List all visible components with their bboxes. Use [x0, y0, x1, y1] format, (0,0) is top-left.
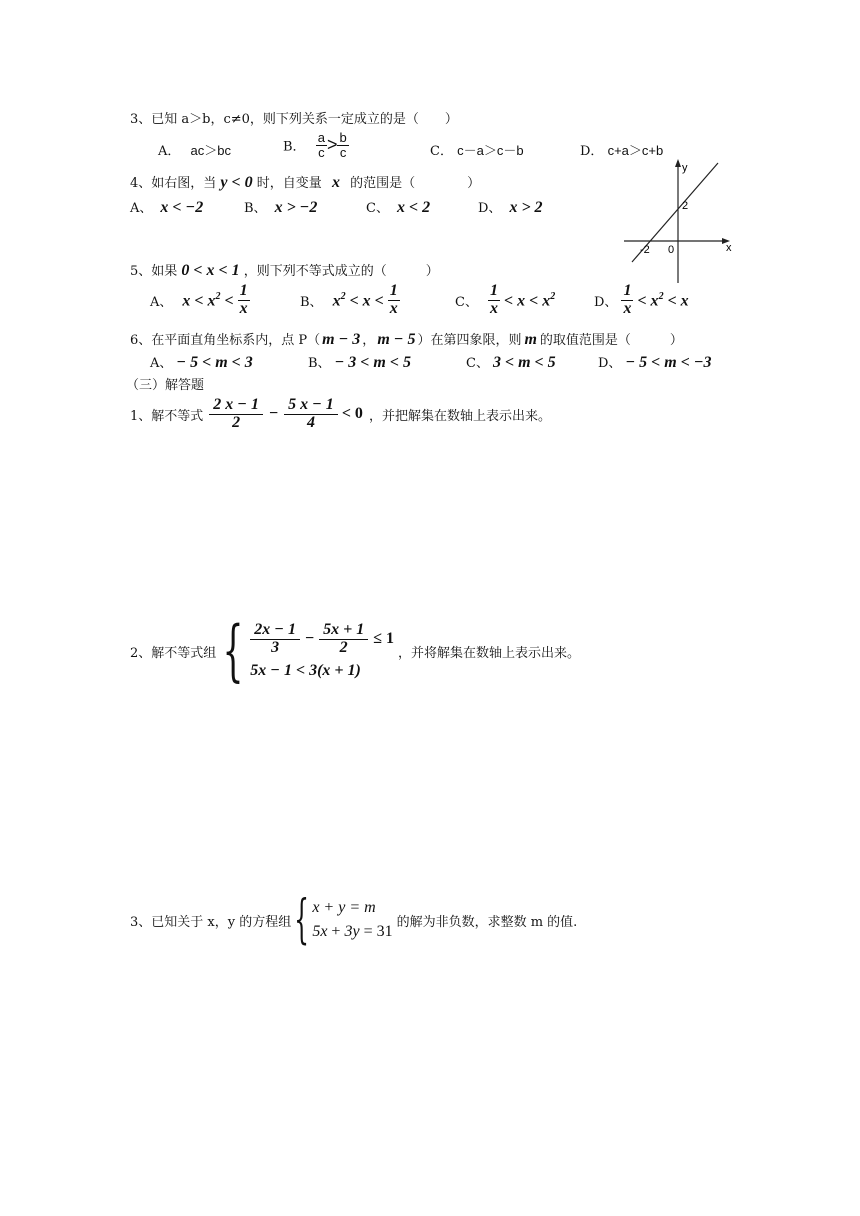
q6-option-a: A、 − 5 < m < 3	[150, 354, 253, 371]
option-b-fraction-1: $\frac{a}{c}$	[317, 130, 325, 160]
inequality-system: $\frac{2x - 1}{3}$ − $\frac{5x + 1}{2}$ ≤ 1 5x − 1 < 3(x + 1)	[250, 620, 395, 680]
q5-stem: 5、如果 0 < x < 1 ，则下列不等式成立的（ ）	[130, 262, 439, 279]
section-heading: （三）解答题	[126, 378, 205, 393]
y-axis-label: y	[682, 162, 688, 174]
solve-3: 3、已知关于 x，y 的方程组 { x + y = m 5x + 3y = 31 的解为非负数，求整数 m 的值.	[130, 890, 578, 950]
q4-condition: y < 0	[220, 174, 253, 191]
q3-option-c	[430, 140, 524, 159]
origin-label: 0	[668, 244, 675, 256]
q6-option-b: B、 − 3 < m < 5	[308, 354, 411, 371]
q3-option-b	[283, 131, 349, 159]
system-brace: {	[222, 612, 244, 689]
q3-stem: 3、已知 a＞b，c≠0，则下列关系一定成立的是（ ）	[130, 112, 458, 127]
q5-condition: 0 < x < 1	[181, 262, 240, 279]
q5-option-c: C、 $\frac{1}{x}$ < $x < x^2$	[455, 282, 556, 317]
option-d-label: D．	[580, 144, 604, 159]
option-b-label: B．	[283, 139, 306, 155]
q4-option-a: A、 x < −2	[130, 199, 204, 216]
q5-option-a: A、 $x < x^2$ < $\frac{1}{x}$	[150, 282, 248, 317]
solve-1: 1、解不等式 $\frac{2 x - 1}{2}$ − $\frac{5 x - 1}{4}$ < 0 ，并把解集在数轴上表示出来。	[130, 396, 551, 431]
q4-variable: x	[331, 174, 340, 191]
option-a-label: A．	[158, 144, 181, 159]
option-c-label: C．	[430, 144, 453, 159]
x-axis-label: x	[726, 242, 732, 254]
q6-stem: 6、在平面直角坐标系内，点 P（ m − 3 ， m − 5 ）在第四象限，则 m 的取值范围是（ ）	[130, 331, 683, 348]
solve-2: 2、解不等式组 { $\frac{2x - 1}{3}$ − $\frac{5x + 1}{2}$ ≤ 1 5x − 1 < 3(x + 1) ，并将解集在数轴上表示出来。	[130, 612, 581, 689]
q4-option-b: B、 x > −2	[244, 199, 318, 216]
q3-option-a	[158, 140, 231, 159]
option-c-text: c－a＞c－b	[457, 143, 524, 158]
option-a-text: ac＞bc	[190, 143, 231, 158]
y-intercept-label: 2	[682, 200, 689, 212]
equation-system: x + y = m 5x + 3y = 31	[312, 899, 393, 940]
x-intercept-label: -2	[640, 244, 650, 256]
q4-line-graph	[620, 157, 740, 287]
equation-brace: {	[294, 890, 310, 950]
q6-option-c: C、 3 < m < 5	[466, 354, 556, 371]
q5-option-b: B、 $x^2 < x$ < $\frac{1}{x}$	[300, 282, 398, 317]
option-b-relation: >	[326, 134, 338, 155]
option-b-fraction-2: $\frac{b}{c}$	[339, 130, 347, 160]
q4-stem: 4、如右图，当 y < 0 时，自变量 x 的范围是（ ）	[130, 174, 481, 191]
q4-option-d: D、 x > 2	[478, 199, 543, 216]
option-d-text: c+a＞c+b	[607, 143, 664, 158]
y-axis-arrow	[675, 159, 681, 167]
q5-option-d: D、 $\frac{1}{x}$ < $x^2 < x$	[594, 282, 689, 317]
q6-option-d: D、 − 5 < m < −3	[598, 354, 712, 371]
q4-option-c: C、 x < 2	[366, 199, 431, 216]
